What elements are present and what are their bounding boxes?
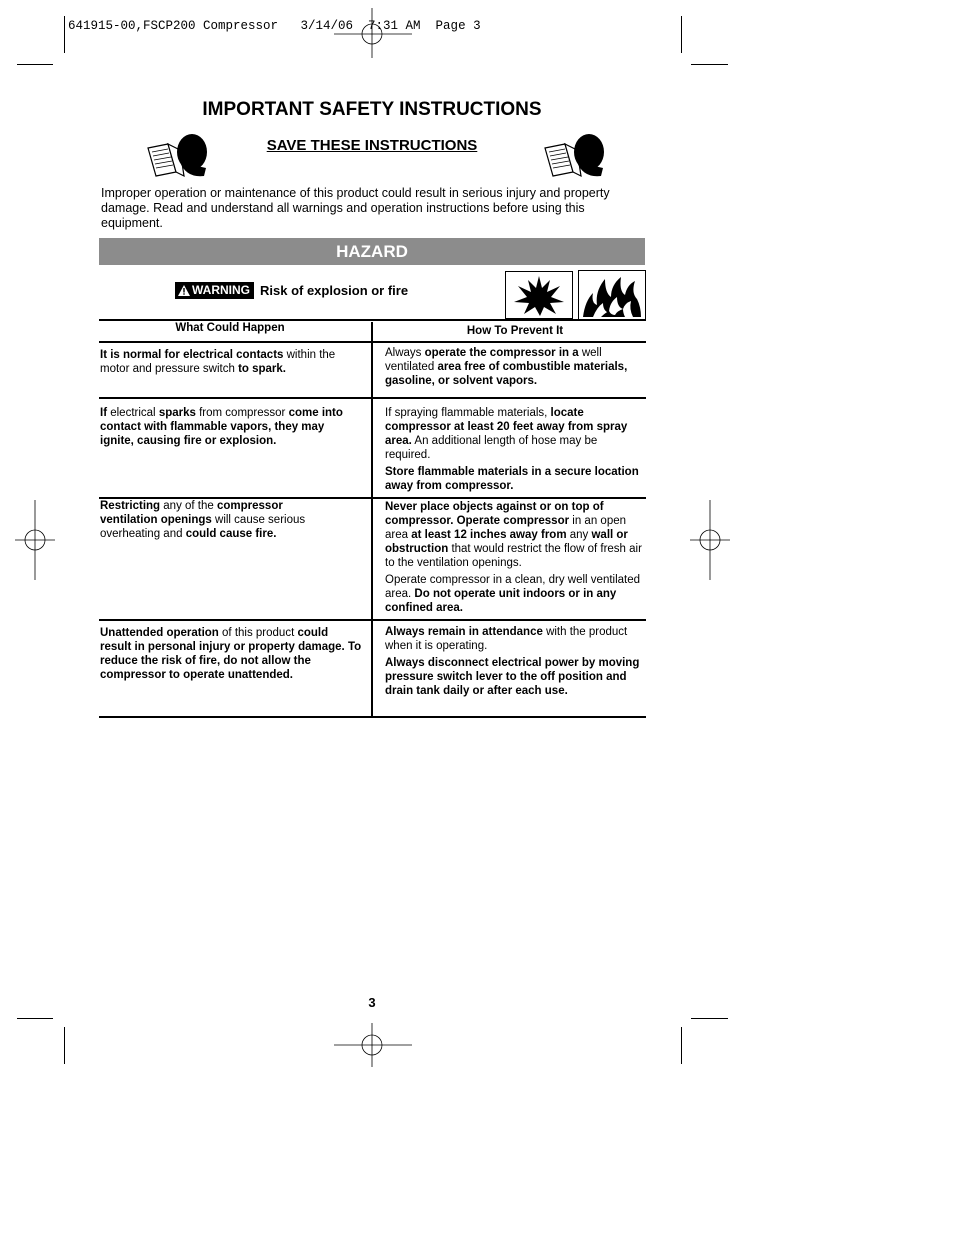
text-run: If spraying flammable materials, [385,407,551,419]
read-manual-icon [146,132,208,180]
text-run: area free of combustible materials, gasoline, or solvent vapors. [385,361,628,387]
warning-label: WARNING [192,283,250,297]
text-run: Always remain in attendance [385,626,543,638]
text-run: wall or obstruction [385,529,628,555]
table-top-rule [99,319,646,321]
table-cell-how [385,625,643,701]
text-run: Unattended operation [100,627,219,639]
explosion-icon [506,272,572,318]
cell-paragraph [100,626,362,682]
text-run: any of the [160,500,217,512]
cell-paragraph [385,573,645,615]
text-run: from compressor [195,407,289,419]
fire-icon [579,271,645,319]
page-title: IMPORTANT SAFETY INSTRUCTIONS [202,99,542,120]
text-run: It is normal for electrical contacts [100,349,284,361]
text-run: An additional length of hose may be required. [385,435,598,461]
cell-paragraph [100,406,350,448]
text-run: well ventilated [385,347,602,373]
table-cell-what [100,348,362,379]
column-header-how: How To Prevent It [466,325,564,337]
warning-triangle-icon [178,285,190,296]
registration-mark-top [334,8,412,58]
text-run: at least 12 inches away from [411,529,567,541]
cell-paragraph [385,625,643,653]
text-run: compressor ventilation openings [100,500,283,526]
intro-paragraph: Improper operation or maintenance of this product could result in serious injury and property damage. Read and understand all warnings and operation instructions before using this equipment. [101,186,610,230]
registration-mark-left [15,500,55,580]
text-run: sparks [158,407,196,419]
text-run: within the motor and pressure switch [100,349,336,375]
table-cell-how [385,500,645,618]
text-run: electrical [107,407,159,419]
risk-row [175,281,408,299]
table-header-rule [99,341,646,343]
text-run: locate compressor at least 20 feet away from spray area. [385,407,628,447]
table-cell-what [100,406,350,451]
page-subtitle: SAVE THESE INSTRUCTIONS [266,137,478,154]
registration-mark-bottom [334,1023,412,1067]
table-cell-what [100,499,336,544]
text-run: Do not operate unit indoors or in any confined area. [385,588,617,614]
text-run: will cause serious overheating and [100,514,306,540]
cell-paragraph [385,406,643,462]
fire-symbol-box [578,270,646,320]
text-run: in an open area [385,515,627,541]
table-row-rule [99,397,646,399]
cell-paragraph [100,348,362,376]
table-row-rule [99,619,646,621]
text-run: with the product when it is operating. [385,626,628,652]
registration-mark-right [690,500,730,580]
table-bottom-rule [99,716,646,718]
text-run: Restricting [100,500,161,512]
risk-label: Risk of explosion or fire [260,282,409,298]
cell-paragraph [385,500,645,570]
text-run: to spark. [238,363,286,375]
page-number: 3 [368,995,376,1010]
cell-paragraph [100,499,336,541]
text-run: Always [385,347,425,359]
read-manual-icon [543,132,605,180]
print-slug: 641915-00,FSCP200 Compressor 3/14/06 7:31 AM Page 3 [68,19,481,33]
text-run: that would restrict the flow of fresh air to the ventilation openings. [385,543,642,569]
text-run: If [100,407,108,419]
text-run: Store flammable materials in a secure location away from compressor. [385,466,639,492]
hazard-header: HAZARD [99,238,645,265]
cell-paragraph [385,346,643,388]
text-run: Always disconnect electrical power by moving pressure switch lever to the off position and drain tank daily or after each use. [385,657,640,697]
text-run: come into contact with flammable vapors, they may ignite, causing fire or explosion. [100,407,343,447]
cell-paragraph [385,465,643,493]
table-cell-how [385,406,643,496]
text-run: Never place objects against or on top of compressor. Operate compressor [385,501,604,527]
text-run: any [566,529,592,541]
cell-paragraph [385,656,643,698]
table-cell-what [100,626,362,685]
explosion-symbol-box [505,271,573,319]
table-column-divider [371,322,373,718]
text-run: Operate compressor in a clean, dry well ventilated area. [385,574,641,600]
text-run: operate the compressor in a [424,347,579,359]
warning-badge [175,282,254,299]
column-header-what: What Could Happen [175,322,285,334]
table-cell-how [385,346,643,391]
text-run: could cause fire. [185,528,277,540]
text-run: of this product [218,627,298,639]
text-run: could result in personal injury or property damage. To reduce the risk of fire, do not allow the compressor to operate unattended. [100,627,362,681]
